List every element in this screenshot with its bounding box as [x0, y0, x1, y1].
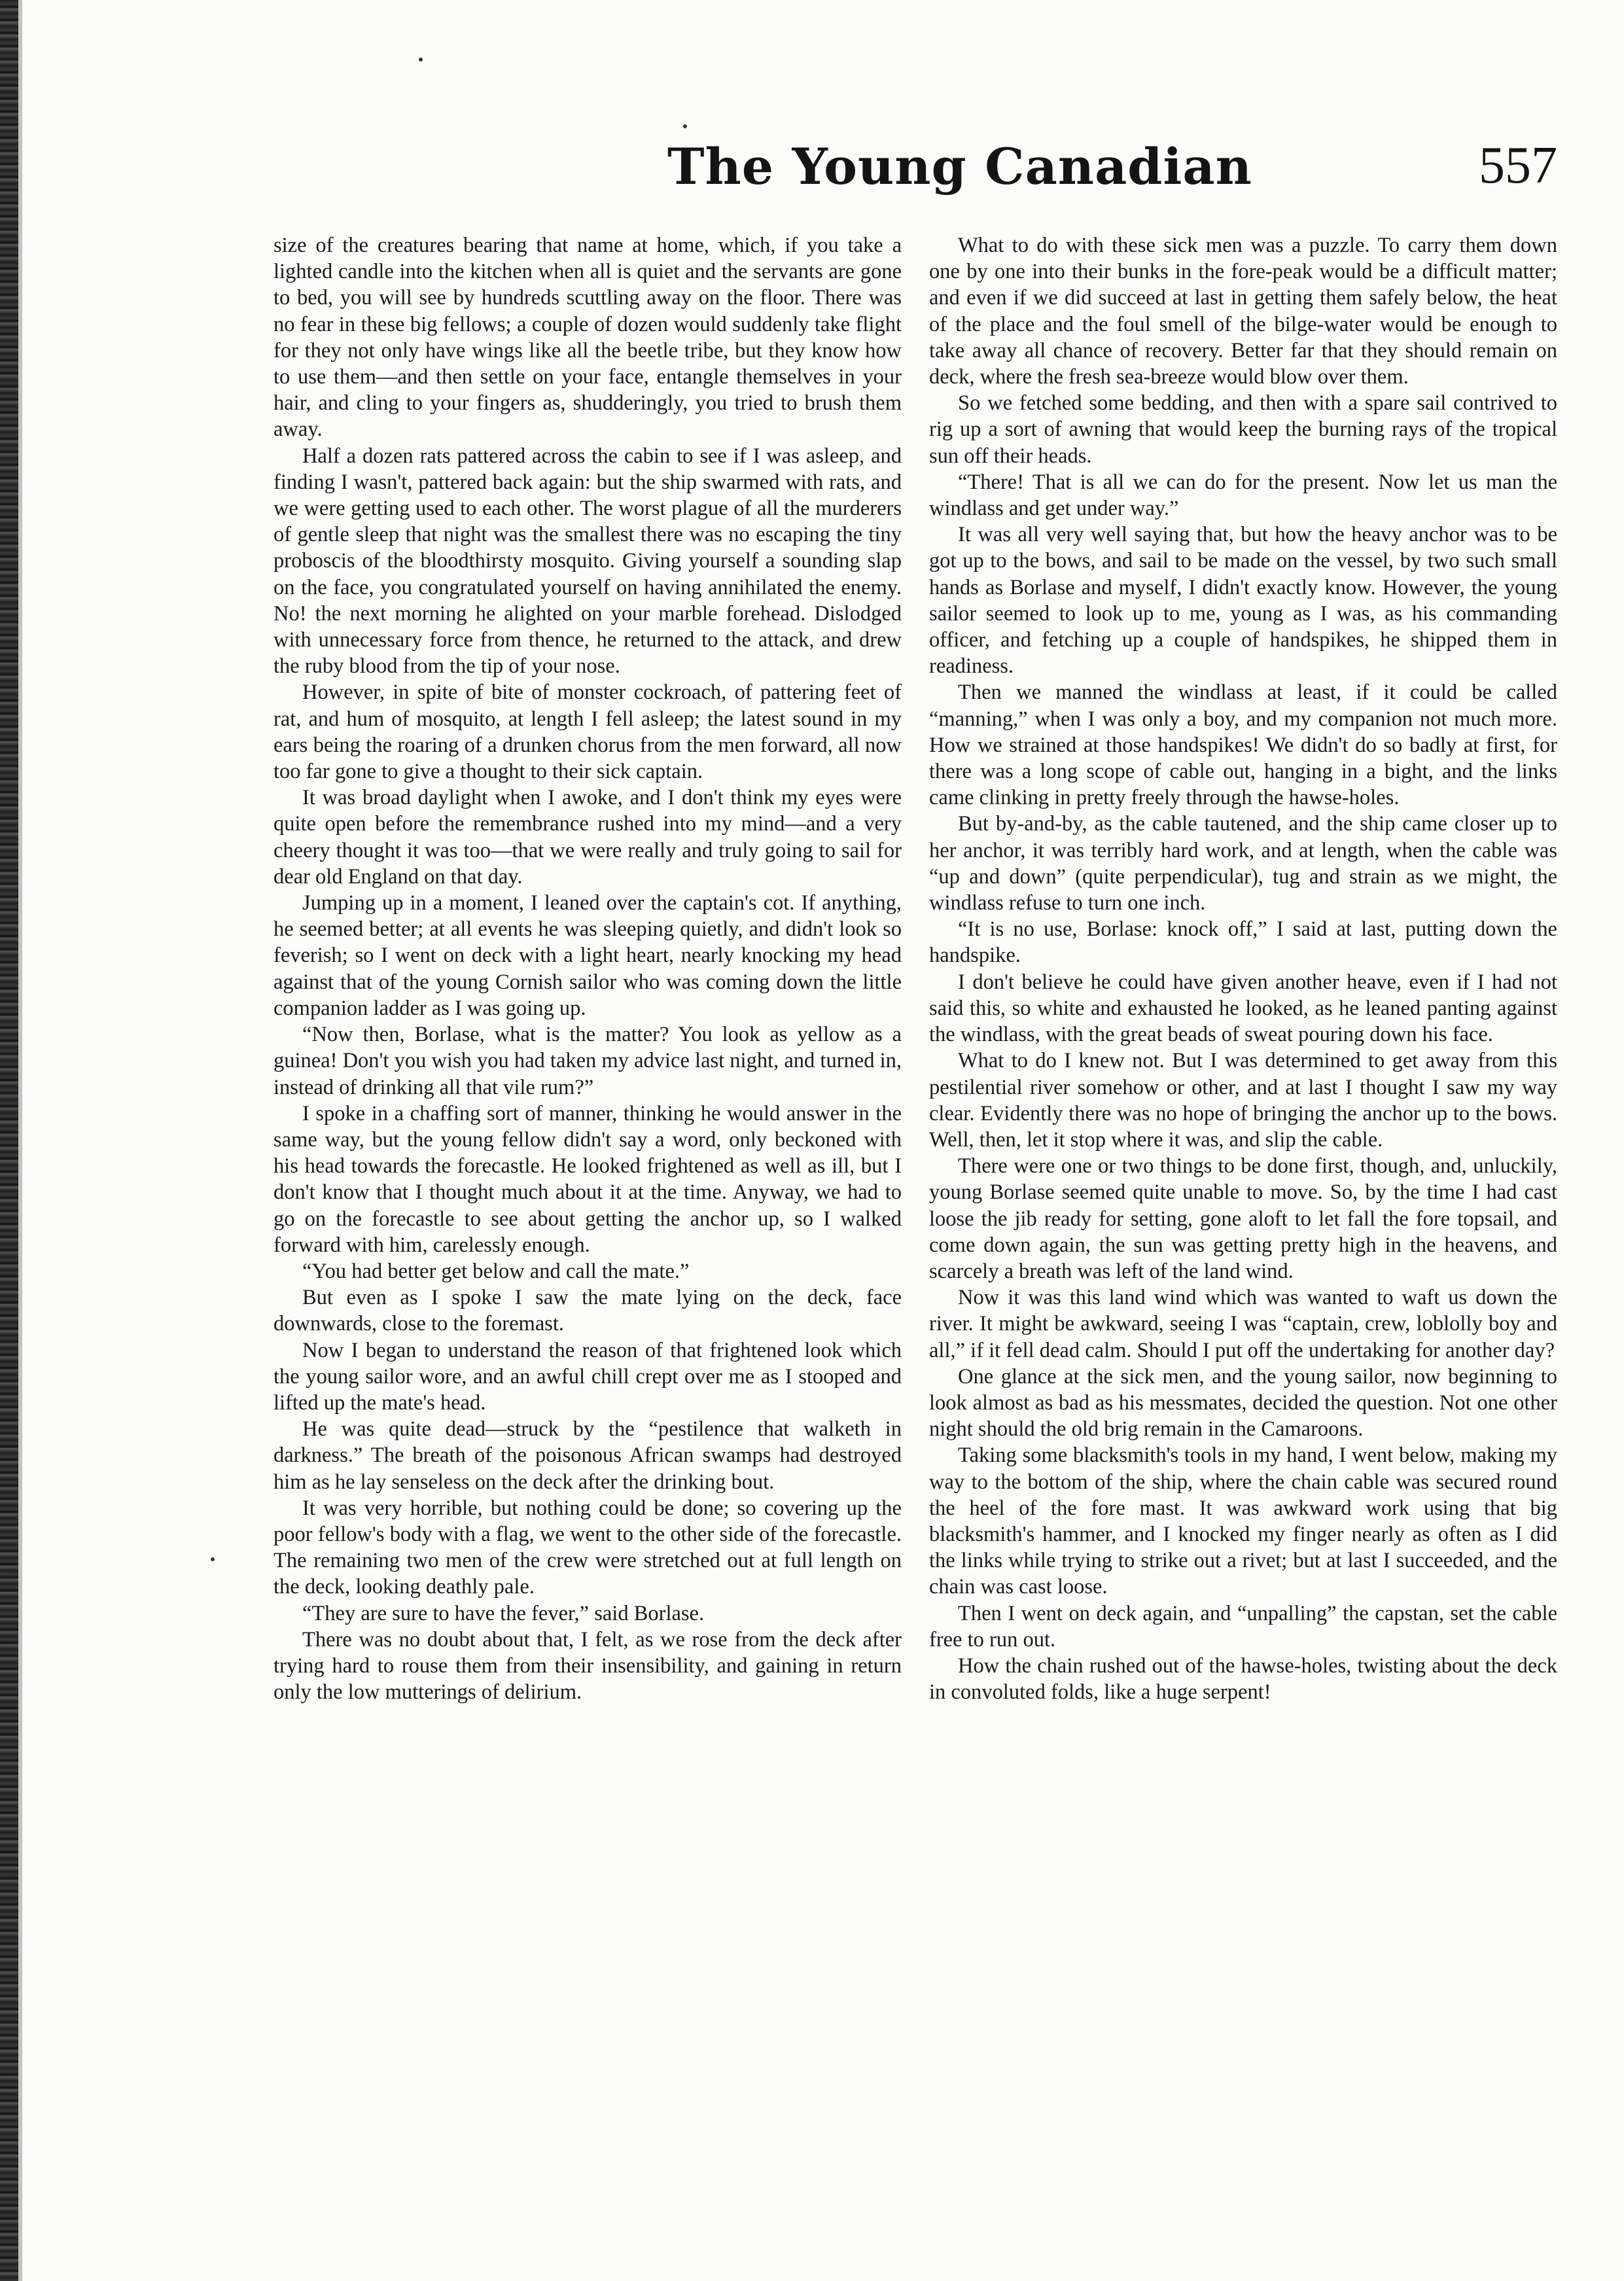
paragraph: One glance at the sick men, and the young sailor, now beginning to look almost as bad as his messmates, decided the question. Not one other night should the old brig remain in the Camaroons.: [929, 1364, 1557, 1441]
paragraph: “You had better get below and call the mate.”: [302, 1259, 690, 1283]
paragraph: However, in spite of bite of monster cockroach, of pattering feet of rat, and hum of mosquito, at length I fell asleep; the latest sound in my ears being the roaring of a drunken chorus from the men forward, all now too far gone to give a thought to their sick captain.: [274, 681, 902, 784]
paragraph: There were one or two things to be done first, though, and, unluckily, young Borlase seemed quite unable to move. So, by the time I had cast loose the jib ready for setting, gone aloft to let fall the fore topsail, and come down again, the sun was getting pretty high in the heavens, and scarcely a breath was left of the land wind.: [929, 1154, 1557, 1283]
paragraph: “They are sure to have the fever,” said Borlase.: [302, 1601, 705, 1625]
paragraph: Now it was this land wind which was wanted to waft us down the river. It might be awkward, seeing I was “captain, crew, loblolly boy and all,” if it fell dead calm. Should I put off the undertaking for another day?: [929, 1286, 1557, 1362]
paragraph: Then we manned the windlass at least, if it could be called “manning,” when I was only a boy, and my companion not much more. How we strained at those handspikes! We didn't do so badly at first, for there was a long scope of cable out, hanging in a bight, and the links came clinking in pretty freely through the hawse-holes.: [929, 681, 1557, 810]
page-header: [222, 131, 1557, 209]
paragraph: Half a dozen rats pattered across the cabin to see if I was asleep, and finding I wasn't, pattered back again: but the ship swarmed with rats, and we were getting used to each other. The worst plague of all the murderers of gentle sleep that night was the smallest there was no escaping the tiny proboscis of the bloodthirsty mosquito. Giving yourself a sounding slap on the face, you congratulated yourself on having annihilated the enemy. No! the next morning he alighted on your marble forehead. Dislodged with unnecessary force from thence, he returned to the attack, and drew the ruby blood from the tip of your nose.: [274, 444, 902, 679]
paragraph: I don't believe he could have given another heave, even if I had not said this, so white and exhausted he looked, as he leaned panting against the windlass, with the great beads of sweat pouring down his face.: [929, 970, 1557, 1047]
paragraph: Jumping up in a moment, I leaned over the captain's cot. If anything, he seemed better; at all events he was sleeping quietly, and didn't look so feverish; so I went on deck with a light heart, nearly knocking my head against that of the young Cornish sailor who was coming down the little companion ladder as I was going up.: [274, 891, 902, 1020]
paragraph: Now I began to understand the reason of that frightened look which the young sailor wore, and an awful chill crept over me as I stooped and lifted up the mate's head.: [274, 1338, 902, 1415]
paragraph: I spoke in a chaffing sort of manner, thinking he would answer in the same way, but the young fellow didn't say a word, only beckoned with his head towards the forecastle. He looked frightened as well as ill, but I don't know that I thought much about it at the time. Anyway, we had to go on the forecastle to see about getting the anchor up, so I walked forward with him, carelessly enough.: [274, 1101, 902, 1257]
paragraph: There was no doubt about that, I felt, as we rose from the deck after trying hard to rouse them from their insensibility, and gaining in return only the low mutterings of delirium.: [274, 1627, 902, 1705]
scan-speck: [683, 124, 687, 128]
paragraph: What to do with these sick men was a puzzle. To carry them down one by one into their bunks in the fore-peak would be a difficult matter; and even if we did succeed at last in getting them safely below, the heat of the place and the foul smell of the bilge-water would be enough to take away all chance of recovery. Better far that they should remain on deck, where the fresh sea-breeze would blow over them.: [929, 234, 1557, 389]
paragraph: So we fetched some bedding, and then with a spare sail contrived to rig up a sort of awning that would keep the burning rays of the tropical sun off their heads.: [929, 391, 1557, 468]
paragraph: Then I went on deck again, and “unpalling” the capstan, set the cable free to run out.: [929, 1601, 1557, 1652]
paragraph: What to do I knew not. But I was determined to get away from this pestilential river somehow or other, and at last I thought I saw my way clear. Evidently there was no hope of bringing the anchor up to the bows. Well, then, let it stop where it was, and slip the cable.: [929, 1049, 1557, 1152]
paragraph: size of the creatures bearing that name at home, which, if you take a lighted candle into the kitchen when all is quiet and the servants are gone to bed, you will see by hundreds scuttling away on the floor. There was no fear in these big fellows; a couple of dozen would suddenly take flight for they not only have wings like all the beetle tribe, but they know how to use them—and then settle on your face, entangle themselves in your hair, and cling to your fingers as, shudderingly, you tried to brush them away.: [274, 234, 902, 442]
paragraph: It was broad daylight when I awoke, and I don't think my eyes were quite open before the remembrance rushed into my mind—and a very cheery thought it was too—that we were really and truly going to sail for dear old England on that day.: [274, 786, 902, 889]
paragraph: It was very horrible, but nothing could be done; so covering up the poor fellow's body with a flag, we went to the other side of the forecastle. The remaining two men of the crew were stretched out at full length on the deck, looking deathly pale.: [274, 1496, 902, 1599]
paragraph: “There! That is all we can do for the present. Now let us man the windlass and get under way.”: [929, 470, 1557, 521]
paragraph: It was all very well saying that, but how the heavy anchor was to be got up to the bows, and sail to be made on the vessel, by two such small hands as Borlase and myself, I didn't exactly know. However, the young sailor seemed to look up to me, young as I was, as his commanding officer, and fetching up a couple of handspikes, he shipped them in readiness.: [929, 523, 1557, 679]
scan-speck: [419, 58, 423, 62]
scan-shadow: [18, 0, 22, 2281]
paragraph: But even as I spoke I saw the mate lying on the deck, face downwards, close to the foremast.: [274, 1286, 902, 1336]
scan-binding-edge: [0, 0, 18, 2281]
publication-title: The Young Canadian: [667, 137, 1252, 196]
paragraph: He was quite dead—struck by the “pestilence that walketh in darkness.” The breath of the poisonous African swamps had destroyed him as he lay senseless on the deck after the drinking bout.: [274, 1417, 902, 1494]
paragraph: “It is no use, Borlase: knock off,” I said at last, putting down the handspike.: [929, 917, 1557, 968]
paragraph: How the chain rushed out of the hawse-holes, twisting about the deck in convoluted folds, like a huge serpent!: [929, 1653, 1557, 1705]
scan-speck: [211, 1557, 215, 1561]
paragraph: Taking some blacksmith's tools in my hand, I went below, making my way to the bottom of the ship, where the chain cable was secured round the heel of the fore mast. It was awkward work using that big blacksmith's hammer, and I knocked my finger nearly as often as I did the links while trying to strike out a rivet; but at last I succeeded, and the chain was cast loose.: [929, 1443, 1557, 1599]
left-column: [274, 232, 902, 1705]
paragraph: “Now then, Borlase, what is the matter? You look as yellow as a guinea! Don't you wish you had taken my advice last night, and turned in, instead of drinking all that vile rum?”: [274, 1023, 902, 1099]
right-column: [929, 232, 1557, 1705]
page-number: 557: [1479, 137, 1557, 194]
paragraph: But by-and-by, as the cable tautened, and the ship came closer up to her anchor, it was terribly hard work, and at length, when the cable was “up and down” (quite perpendicular), tug and strain as we might, the windlass refuse to turn one inch.: [929, 812, 1557, 915]
